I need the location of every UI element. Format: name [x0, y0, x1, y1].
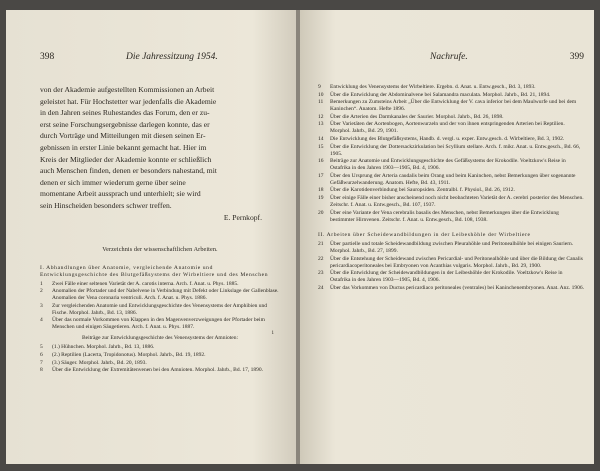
list-item	[318, 210, 584, 224]
text-line: auch Menschen finden, denen er besonders nahestand, mit	[40, 166, 217, 176]
entry-number: 3	[40, 302, 43, 309]
entry-number: 16	[318, 158, 324, 165]
entry-text: Über Varietäten der Aortenbogen, Aortenwurzeln und der von ihnen entspringenden Arterien bei Reptilien. Morphol. Jahrb., Bd. 29, 1901.	[330, 121, 565, 135]
text-line: Kreis der Mitglieder der Akademie konnte er schließlich	[40, 154, 212, 164]
text-line: durch Vorträge und Mitteilungen mit diesen seinen Er-	[40, 131, 206, 141]
entry-number: 23	[318, 270, 324, 277]
bibliography-heading: Verzeichnis der wissenschaftlichen Arbeiten.	[102, 245, 218, 253]
entry-text: Über die Karotidenverbindung bei Sauropsiden. Zentralbl. f. Physiol., Bd. 26, 1912.	[330, 187, 515, 194]
list-item	[318, 256, 584, 270]
text-line: sein Hinscheiden besonders schwer treffen.	[40, 200, 172, 210]
entry-number: 24	[318, 284, 324, 291]
entry-number: 22	[318, 255, 324, 262]
section-heading-text: I. Abhandlungen über Anatomie, vergleichende Anatomie und Entwicklungsgeschichte des Blutgefäßsystems der Wirbeltiere und des Menschen	[40, 264, 269, 278]
text-line: momentane Arbeit aussprach und unterhielt; sie wird	[40, 189, 201, 199]
text-line: von der Akademie aufgestellten Kommissionen an Arbeit	[40, 85, 215, 94]
running-title: Nachrufe.	[430, 52, 468, 62]
entry-number: 14	[318, 135, 324, 142]
list-item	[40, 367, 280, 374]
book-spread	[6, 10, 594, 464]
list-item	[40, 303, 280, 317]
list-item	[318, 270, 584, 284]
entry-number: 19	[318, 194, 324, 201]
entry-text: (2.) Reptilien (Lacerta, Tropidonotus). Morphol. Jahrb., Bd. 19, 1892.	[52, 351, 206, 358]
entry-text: Beiträge zur Anatomie und Entwicklungsgeschichte des Gefäßsystems der Krokodile. Voeltzkow's Reise in Ostafrika in den Jahren 1903—1905, Bd. 4, 1906.	[330, 158, 566, 172]
entry-number: 21	[318, 241, 324, 248]
section-heading	[318, 232, 584, 239]
list-item	[318, 99, 584, 113]
list-item	[318, 84, 584, 91]
list-item	[40, 344, 280, 351]
entry-text: Über partielle und totale Scheidewandbildung zwischen Pleurahöhle und Peritonealhöhle bei einigen Sauriern. Morphol. Jahrb., Bd. 27, 1899.	[330, 241, 574, 255]
entry-text: Über den Ursprung der Arteria caudalis beim Orang und beim Kaninchen, nebst Bemerkungen über sogenannte Gefäßwurzelwanderung. Anatom. Hefte, Bd. 43, 1911.	[330, 172, 576, 186]
entry-text: (1.) Hühnchen. Morphol. Jahrb., Bd. 13, 1886.	[52, 344, 155, 351]
entry-text: Über die Entwicklung der Abdominalvene bei Salamandra maculata. Morphol. Jahrb., Bd. 21, 1894.	[330, 91, 551, 98]
entry-text: Über die Arterien des Darmkanales der Saurier. Morphol. Jahrb., Bd. 26, 1898.	[330, 113, 504, 120]
entry-number: 1	[40, 280, 43, 287]
subheading: Beiträge zur Entwicklungsgeschichte des Venensystems der Amnioten:	[81, 335, 238, 342]
entry-text: Über das Vorkommen von Ductus pericardiaco peritoneales (ventrales) bei Kaninchenembryonen. Anat. Anz. 1906.	[330, 284, 584, 291]
text-line: in den Jahren seines Ruhestandes das Forum, den er zu-	[40, 108, 210, 118]
entry-number: 5	[40, 344, 43, 351]
entry-number: 4	[40, 317, 43, 324]
list-item	[318, 285, 584, 292]
left-page	[6, 10, 296, 464]
entry-number: 7	[40, 359, 43, 366]
entry-text: Über eine Variante der Vena cerebralis basalis des Menschen, nebst Bemerkungen über die Entwicklung bestimmter Hirnvenen. Zeitschr. f. Anat. u. Entw.gesch., Bd. 108, 1938.	[330, 209, 559, 223]
entry-text: Bemerkungen zu Zumsteins Arbeit „Über die Entwicklung der V. cava inferior bei dem Maulwurfe und bei dem Kaninchen“. Anatom. Hefte 1896.	[330, 99, 577, 113]
list-item	[318, 158, 584, 172]
section-heading	[40, 265, 280, 279]
list-item	[40, 317, 280, 331]
entry-number: 11	[318, 99, 324, 106]
entry-number: 9	[318, 84, 321, 90]
running-title: Die Jahressitzung 1954.	[126, 52, 218, 62]
list-item	[40, 360, 280, 367]
entry-number: 13	[318, 121, 324, 128]
list-item	[40, 288, 280, 302]
list-item	[318, 144, 584, 158]
list-item	[318, 195, 584, 209]
obituary-paragraph	[40, 84, 280, 212]
bibliography-list	[40, 344, 280, 374]
left-page-body	[40, 84, 280, 375]
right-page	[300, 10, 594, 464]
entry-text: Entwicklung des Venensystems der Wirbeltiere. Ergebn. d. Anat. u. Entw.gesch., Bd. 3, 1893.	[330, 84, 536, 90]
list-item	[318, 173, 584, 187]
entry-text: Über die Entstehung der Scheidewand zwischen Pericardial- und Peritonealhöhle und über die Bildung der Canalis pericardiacoperitoneales bei Embryonen von Acanthias vulgaris. Morphol. Jahrb., Bd. 29, 1900.	[330, 255, 583, 269]
entry-number: 18	[318, 187, 324, 194]
list-item	[40, 281, 280, 288]
entry-text: Zwei Fälle einer seltenen Varietät der A. carotis interna. Arch. f. Anat. u. Phys. 1885.	[52, 280, 239, 287]
right-page-body	[318, 84, 584, 293]
text-line: gebnissen in erster Linie bekannt gemacht hat. Hier im	[40, 142, 207, 152]
entry-text: Über einige Fälle einer bisher anscheinend noch nicht beobachteten Varietät der A. cerebri posterior des Menschen. Zeitschr. f. Anat. u. Entw.gesch., Bd. 107, 1937.	[330, 194, 584, 208]
section-heading-text: II. Arbeiten über Scheidewandbildungen in der Leibeshöhle der Wirbeltiere	[318, 232, 531, 239]
text-line: denen er sich immer wiederum gerne über seine	[40, 177, 186, 187]
list-item	[40, 352, 280, 359]
bibliography-list	[40, 281, 280, 332]
list-item	[318, 187, 584, 194]
entry-number: 12	[318, 113, 324, 120]
entry-text: Über die Entwicklung der Dottersackzirkulation bei Scyllium stellare. Arch. f. mikr. Anat. u. Entw.gesch., Bd. 66, 1905.	[330, 143, 581, 157]
entry-text: Über die Entwicklung der Scheidewandbildungen in der Leibeshöhle der Krokodile. Voeltzkow's Reise in Ostafrika in den Jahren 1903—1905, Bd. 4, 1906.	[330, 270, 563, 284]
entry-text: Über die Entwicklung der Extremitätenvenen bei den Amnioten. Morphol. Jahrb., Bd. 17, 1890.	[52, 367, 263, 374]
entry-text: Anomalien der Pfortader und der Nabelvene in Verbindung mit Defekt oder Linkslage der Gallenblase. Anomalien der Vena coronaria ventriculi. Arch. f. Anat. u. Phys. 1886.	[52, 288, 279, 302]
bibliography-list	[318, 84, 584, 224]
list-item	[318, 114, 584, 121]
author-signature: E. Pernkopf.	[223, 212, 262, 222]
margin-marker: 1	[271, 331, 274, 337]
entry-number: 2	[40, 288, 43, 295]
entry-number: 20	[318, 209, 324, 216]
entry-number: 15	[318, 143, 324, 150]
list-item	[318, 136, 584, 143]
entry-text: Zur vergleichenden Anatomie und Entwicklungsgeschichte des Venensystems der Amphibien und Fische. Morphol. Jahrb., Bd. 13, 1886.	[52, 302, 268, 316]
text-line: erst seine Forschungsergebnisse darlegen konnte, das er	[40, 119, 210, 129]
bibliography-list	[318, 241, 584, 292]
text-line: geleistet hat. Für Hochstetter war jedenfalls die Akademie	[40, 96, 217, 106]
list-item	[318, 121, 584, 135]
entry-number: 6	[40, 351, 43, 358]
entry-number: 8	[40, 367, 43, 374]
entry-text: Die Entwicklung des Blutgefäßsystems, Handb. d. vergl. u. exper. Entw.gesch. d. Wirbeltiere, Bd. 3, 1902.	[330, 135, 565, 142]
page-number: 398	[40, 52, 55, 62]
entry-text: (3.) Säuger. Morphol. Jahrb., Bd. 20, 1893.	[52, 359, 147, 366]
list-item	[318, 92, 584, 99]
page-number: 399	[569, 52, 584, 62]
entry-number: 10	[318, 91, 324, 98]
entry-text: Über das normale Vorkommen von Klappen in den Magenvenverzweigungen der Pfortader beim Menschen und einigen Säugetieren. Arch. f. Anat. u. Phys. 1887.	[52, 317, 265, 331]
section-gap	[318, 224, 584, 232]
list-item	[318, 241, 584, 255]
entry-number: 17	[318, 172, 324, 179]
